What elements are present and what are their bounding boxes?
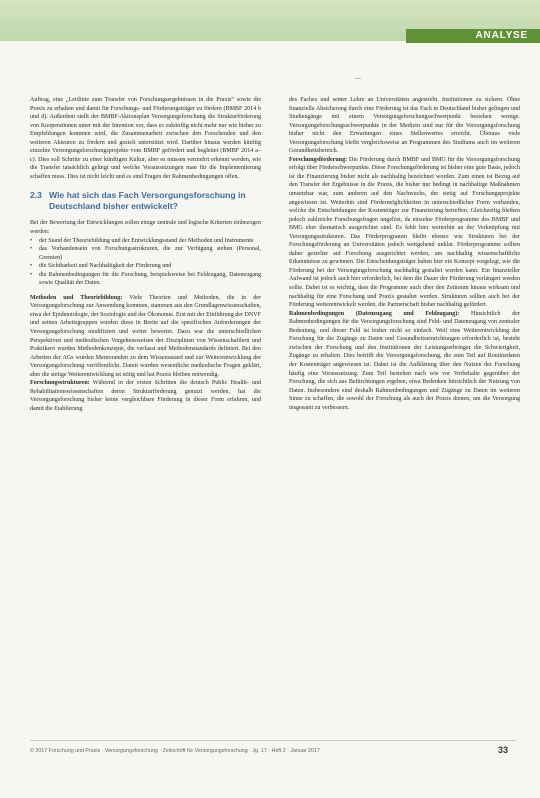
page-number: 33	[497, 745, 508, 755]
funding-text: Die Förderung durch BMBF und BMG für die Versorgungsforschung erfolgt über Förderschwerpunkte. Diese Forschungsförderung ist bisher eine gute Basis, jedoch ist die Finanzierung bisher nicht als nachhaltig bezeichnet worden. Zum einen ist Bezug auf den Transfer der Ergebnisse in die Praxis, die bisher nur bedingt in nachhaltige Maßnahmen umsetzbar war, zum anderen auf den Nachwuchs, der stetig auf Forschungsprojekte angewiesen ist. Weiterhin sind Fördermöglichkeiten in unterschiedlicher Form vorhanden, welche die Entscheidungen der Kostenträger zur Finanzierung betreffen. Gleichzeitig bleiben jedoch zahlreiche Forschungsfragen ungelöst, da einzelne Förderprogramme des BMBF und BMG eher thematisch ausgerichtet sind. Es fehlt hier weiterhin an der Verknüpfung mit Versorgungsstrukturen. Das Förderprogramm bleibt ebenso wie Strukturen bei der Forschungsförderung an Universitäten jedoch weitgehend unklar. Förderprogramme sollten daher gezielter auf Forschung ausgerichtet werden, um nachhaltig wissenschaftliche Erkenntnisse zu gewinnen. Die Entscheidungsträger haben hier ein Konzept vorgelegt, wie die Förderung bei der Versorgungsforschung nachhaltig gestaltet werden kann. Ein finanzieller Aufwand ist jedoch auch hier erforderlich, bei dem die Dauer der Förderung verlängert werden sollte. Dabei ist es wichtig, dass die Programme auch über den Zeitraum hinaus wirksam und nachhaltig für eine Forschung und Praxis gestaltet werden. Strukturen sollten auch bei der Förderung weiterentwickelt werden, die Partnerschaft bisher nachhaltig gefördert.	[289, 156, 521, 309]
frame-title: Rahmenbedingungen (Datenzugang und Feldzugang):	[289, 310, 460, 317]
footer-citation: © 2017 Forschung und Praxis · Versorgungsforschung · Zeitschrift für Versorgungsforschung · Jg. 17 · Heft 2 · Januar 2017	[30, 748, 320, 754]
list-item: • der Stand der Theoriebildung und der Entwicklungsstand der Methoden und Instrumente	[30, 237, 261, 246]
structures-title: Forschungsstrukturen:	[30, 380, 90, 387]
right-intro-paragraph: des Faches und seiner Lehre an Universitäten angestrebt. Institutionen zu sichern. Ohne finanzielle Absicherung durch eine Förderung ist das Fach in Deutschland bisher gelingen und Studiengänge mit einem Versorgungsforschungsschwerpunkt bestehen wenige. Versorgungsforschungsschwerpunkte in der Medizin sind nur für die Versorgungsforschung bisher nicht den Erwartungen eines Stellenwertes erreicht. Überaus viele Versorgungsforschung bleibt vergleichsweise an Programmen des Studiums auch im weiteren Gesundheitsbereich.	[289, 97, 520, 155]
frame-paragraph	[289, 310, 520, 413]
section-tag: ANALYSE	[406, 29, 540, 43]
funding-title: Forschungsförderung:	[289, 156, 348, 163]
structures-paragraph	[30, 379, 261, 413]
section-heading	[30, 190, 261, 211]
list-item: • die Rahmenbedingungen für die Forschung, beispielsweise bei Feldzugang, Datenzugang sowie Qualität der Daten.	[30, 271, 261, 288]
structures-text: Während in der ersten Schritten die deutsch Public Health- und Rehabilitationswissenschaften deren Strukturförderung genutzt werden, hat die Versorgungsforschung bisher keine vergleichbare Förderung in dieser Form erfahren, und damit die Etablierung	[30, 380, 261, 412]
footer-rule	[30, 740, 516, 741]
list-item: • das Vorhandensein von Forschungsstrukturen, die zur Verfügung stehen (Personal, Gremien)	[30, 245, 261, 262]
methods-text: Viele Theorien und Methoden, die in der Versorgungsforschung zur Anwendung kommen, stammen aus den Grundlagenwissenschaften, etwa der Epidemiologie, der Soziologie und der Ökonomie. Erst mit der Einführung der DNVF und seinen Arbeitsgruppen wurden diese in Breite auf die spezifischen Anforderungen der Versorgungsforschung modifiziert und weiter bewertet. Dazu war die unterschiedlichen Perspektiven und methodischen Vorgehensweisen der Disziplinen von Wissenschaftlern und Praktikern wurden Methodenkonzepte, die verfasst und Methodenstandards definiert. Bei den Arbeiten der AGs wurden Memoranden zu dem Wissensstand und zur Weiterentwicklung der Versorgungsforschung veröffentlicht. Damit wurden wesentliche methodische Fragen geklärt, aber die stetige Weiterentwicklung ist nötig und hat Praxis bleiben notwendig.	[30, 294, 261, 378]
section-title: Wie hat sich das Fach Versorgungsforschung in Deutschland bisher entwickelt?	[49, 190, 246, 211]
left-intro-paragraph: Auftrag, eine „Leitlinie zum Transfer von Forschungsergebnissen in die Praxis“ sowie die Praxis zu erhalten und damit für Forschungs- und Förderungsträger zu fördern (BMBF 2014 b und d). Außerdem stellt der BMBF-Aktionsplan Versorgungsforschung die Strukturförderung von Kooperationen unter mit der Intention vor, dass es zukünftig nicht mehr nur wie bisher zu Empfehlungen kommen wird, die Zusammenarbeit zwischen den Forschenden und den weiteren Akteuren zu fördern und gezielt unterstützt wird. Darüber hinaus werden künftig einzelne Versorgungsforschungsprojekte vom BMBF gefördert und begleitet (BMBF 2014 a–c). Dies soll Schritte zu einer künftigen Kultur, aber es müssen vermehrt erkennt werden, wie die Transfer tatsächlich gelingt und welche Voraussetzungen man für die Implementierung schaffen muss. Dies ist nicht leicht und es sind Fragen der Rahmenbedingungen offen.	[30, 97, 261, 180]
methods-title: Methoden und Theoriebildung:	[30, 294, 123, 301]
list-item: • die Sichtbarkeit und Nachhaltigkeit der Förderung und	[30, 262, 261, 271]
frame-text: Hinsichtlich der Rahmenbedingungen für die Versorgungsforschung sind Feld- und Datenzugang von zentraler Bedeutung, und dieser Feld ist bisher nicht so einfach. Weil eine Weiterentwicklung der Forschung für die Zugänge zu Daten und Gesundheitseinrichtungen erforderlich ist, besteht zwischen der Forschung und den Institutionen der Leistungserbringer die Schwierigkeit, Zugänge zu erhalten. Dies betrifft die Versorgungsforschung, die zum Teil auf Routinedaten der Kostenträger angewiesen ist. Dabei ist die Aufklärung über den Nutzen der Forschung häufig eine Voraussetzung. Zum Teil bestehen nach wie vor Vorbehalte gegenüber der Forschung, die sich aus Befürchtungen ergeben, etwa Bedenken hinsichtlich der Nutzung von Daten. Insbesondere sind deshalb Rahmenbedingungen und Zugänge zu Daten im weiteren Sinne zu schaffen, die sowohl der Forschung als auch der Praxis dienen, um die Versorgung insgesamt zu verbessern.	[289, 310, 521, 411]
funding-paragraph	[289, 156, 520, 310]
methods-paragraph	[30, 294, 261, 379]
criteria-list	[30, 237, 261, 288]
right-column	[289, 96, 520, 412]
section-number: 2.3	[30, 190, 42, 201]
left-column	[30, 96, 261, 414]
divider	[355, 78, 361, 79]
criteria-intro: Bei der Bewertung der Entwicklungen sollen einige zentrale und logische Kriterien einbezogen werden:	[30, 220, 261, 236]
